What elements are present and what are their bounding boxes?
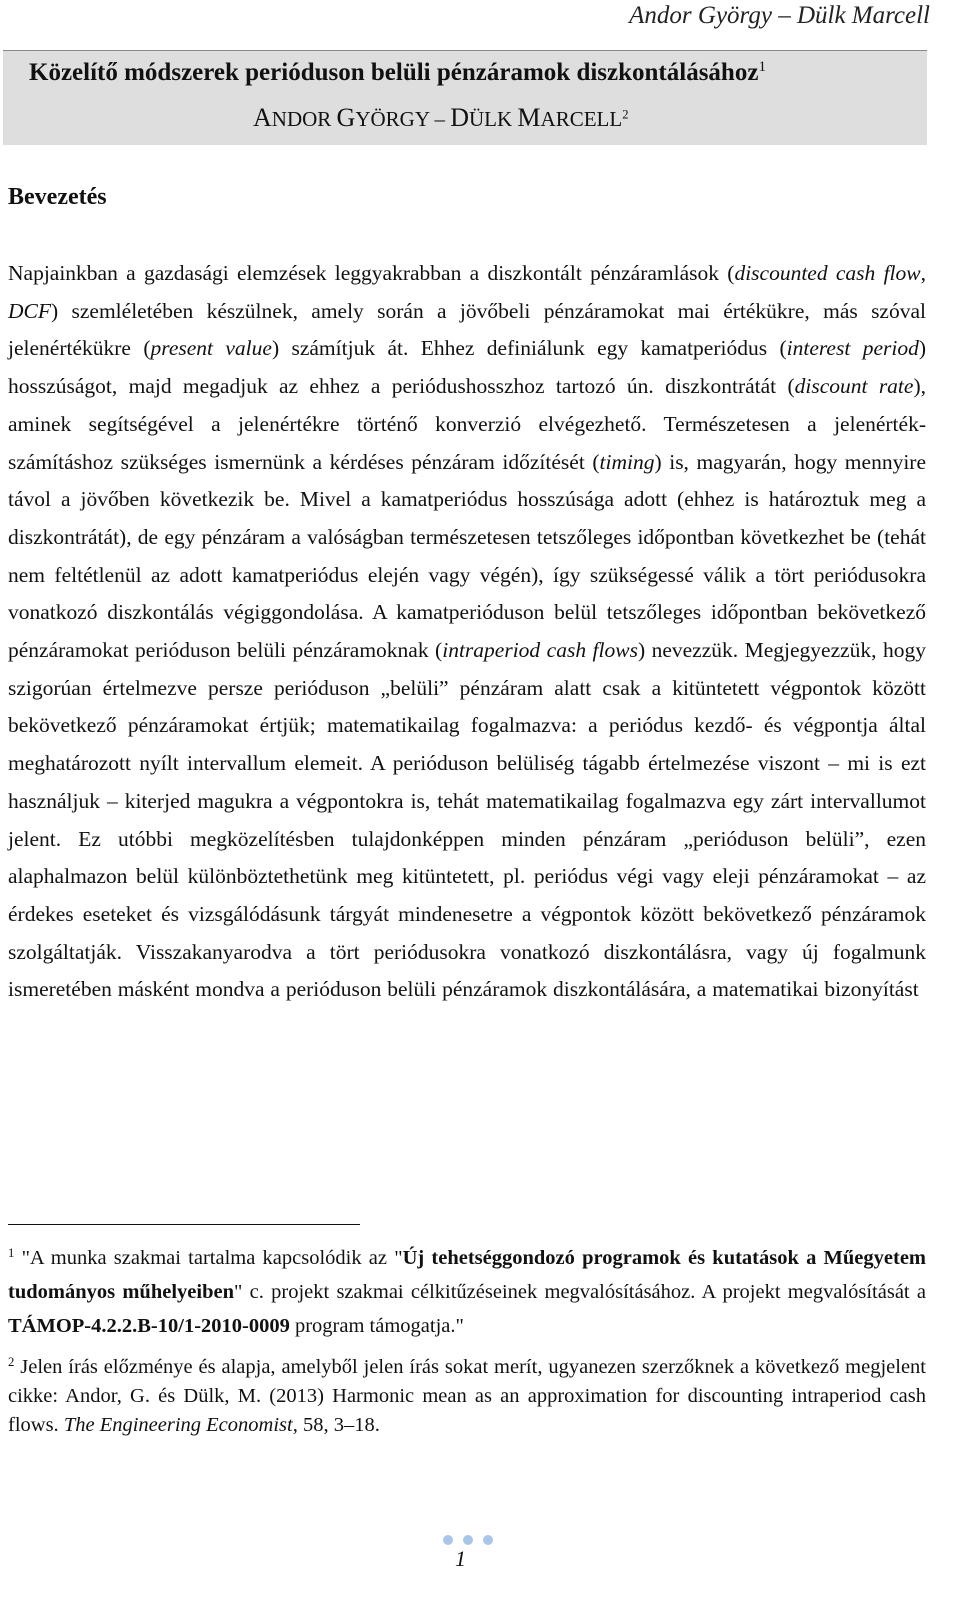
text-run: ) nevezzük. Megjegyezzük, hogy szigorúan értelmezve persze perióduson „belüli” pénzáram alatt csak a kitüntetett végpontok között bekövetkező pénzáramokat értjük; matematikailag fogalmazva: a periódus kezdő- és végpontja által meghatározott nyílt intervallum elemeit. A perióduson belüliség tágabb értelmezése viszont – mi is ezt használjuk – kiterjed magukra a végpontokra is, tehát matematikailag fogalmazva egy zárt intervallumot jelent. Ez utóbbi megközelítésben tulajdonképpen minden pénzáram „perióduson belüli”, ezen alaphalmazon belül különböztethetünk meg kitüntetett, pl. periódus végi vagy eleji pénzáramokat – az érdekes eseteket és vizsgálódásunk tárgyát mindenesetre a végpontok között bekövetkező pénzáramok szolgáltatják. Visszakanyarodva a tört periódusokra vonatkozó diszkontálásra, vagy új fogalmunk ismeretében másként mondva a perióduson belüli pénzáramok diszkontálására, a matematikai bizonyítást (8, 638, 927, 1002)
footnote-text: Jelen írás előzménye és alapja, amelyből jelen írás sokat merít, ugyanezen szerzőknek a következő megjelent cikke: Andor, G. és Dülk, M. (2013) Harmonic mean as an approximation for discounting intraperiod cash flows. (8, 1355, 926, 1436)
footnote-journal: The Engineering Economist (63, 1413, 293, 1436)
footnote-separator (8, 1224, 360, 1225)
text-run: ) számítjuk át. Ehhez definiálunk egy kamatperiódus ( (271, 336, 787, 361)
footnote-text: , 58, 3–18. (292, 1413, 380, 1436)
footnote-bold-text: Új tehetséggondozó programok és kutatások a Műegyetem tudományos műhelyeiben (8, 1246, 926, 1303)
footnotes (8, 1236, 926, 1440)
author-name-part: ARCELL (540, 107, 623, 131)
running-head: Andor György – Dülk Marcell (629, 2, 930, 29)
section-heading: Bevezetés (8, 184, 107, 210)
text-run: ) hosszúságot, majd megadjuk az ehhez a periódushosszhoz tartozó ún. diszkontrátát ( (8, 336, 926, 399)
footnote-text: program támogatja." (289, 1314, 464, 1337)
author-initial: A (253, 103, 272, 132)
footer-dots-icon (443, 1532, 503, 1550)
footnote-1 (8, 1236, 926, 1343)
title-band (3, 50, 927, 145)
author-name-part: YÖRGY – (355, 107, 451, 131)
emphasis: discount rate (794, 374, 914, 399)
footnote-mark: 2 (8, 1354, 15, 1369)
footnote-2 (8, 1348, 926, 1440)
footnote-text: " c. projekt szakmai célkitűzéseinek megvalósításához. A projekt megvalósítását a (233, 1280, 926, 1303)
footnote-bold-text: TÁMOP-4.2.2.B-10/1-2010-0009 (8, 1314, 290, 1337)
author-footnote-mark[interactable]: 2 (622, 107, 629, 122)
text-run: , (920, 261, 926, 285)
author-line (253, 103, 629, 133)
emphasis: DCF (8, 298, 51, 323)
page-number: 1 (455, 1546, 466, 1571)
emphasis: present value (150, 336, 272, 361)
dot-icon (483, 1535, 493, 1545)
text-run: ) is, magyarán, hogy mennyire távol a jövőben következik be. Mivel a kamatperiódus hosszúsága adott (ehhez is határoztuk meg a diszkontrátát), de egy pénzáram a valóságban természetesen tetszőleges időpontban következhet be (tehát nem feltétlenül az adott kamatperiódus elején vagy végén), így szükségessé válik a tört periódusokra vonatkozó diszkontálás végiggondolása. A kamatperióduson belül tetszőleges időpontban bekövetkező pénzáramokat perióduson belüli pénzáramoknak ( (8, 449, 926, 663)
text-run: ) szemléletében készülnek, amely során a jövőbeli pénzáramokat mai értékükre, más szóval jelenértékükre ( (8, 298, 926, 361)
emphasis: interest period (786, 336, 919, 361)
text-run: Napjainkban a gazdasági elemzések leggyakrabban a diszkontált pénzáramlások ( (8, 261, 735, 285)
author-initial: M (517, 103, 541, 132)
author-name-part: NDOR (271, 107, 337, 131)
footnote-text: "A munka szakmai tartalma kapcsolódik az " (14, 1246, 403, 1269)
body-paragraph (8, 255, 926, 1009)
author-initial: G (336, 103, 356, 132)
author-initial: D (450, 103, 469, 132)
text-run: ), aminek segítségével a jelenértékre történő konverzió elvégezhető. Természetesen a jelenérték-számításhoz szükséges ismernünk a kérdéses pénzáram időzítését ( (8, 374, 926, 474)
paper-title (29, 59, 766, 87)
emphasis: timing (599, 449, 655, 474)
footnote-mark: 1 (8, 1246, 15, 1260)
emphasis: intraperiod cash flows (442, 638, 638, 663)
title-footnote-mark[interactable]: 1 (758, 59, 766, 75)
dot-icon (463, 1535, 473, 1545)
dot-icon (443, 1535, 453, 1545)
author-name-part: ÜLK (469, 107, 518, 131)
paper-title-text: Közelítő módszerek perióduson belüli pénzáramok diszkontálásához (29, 59, 759, 86)
emphasis: discounted cash flow (734, 261, 921, 285)
